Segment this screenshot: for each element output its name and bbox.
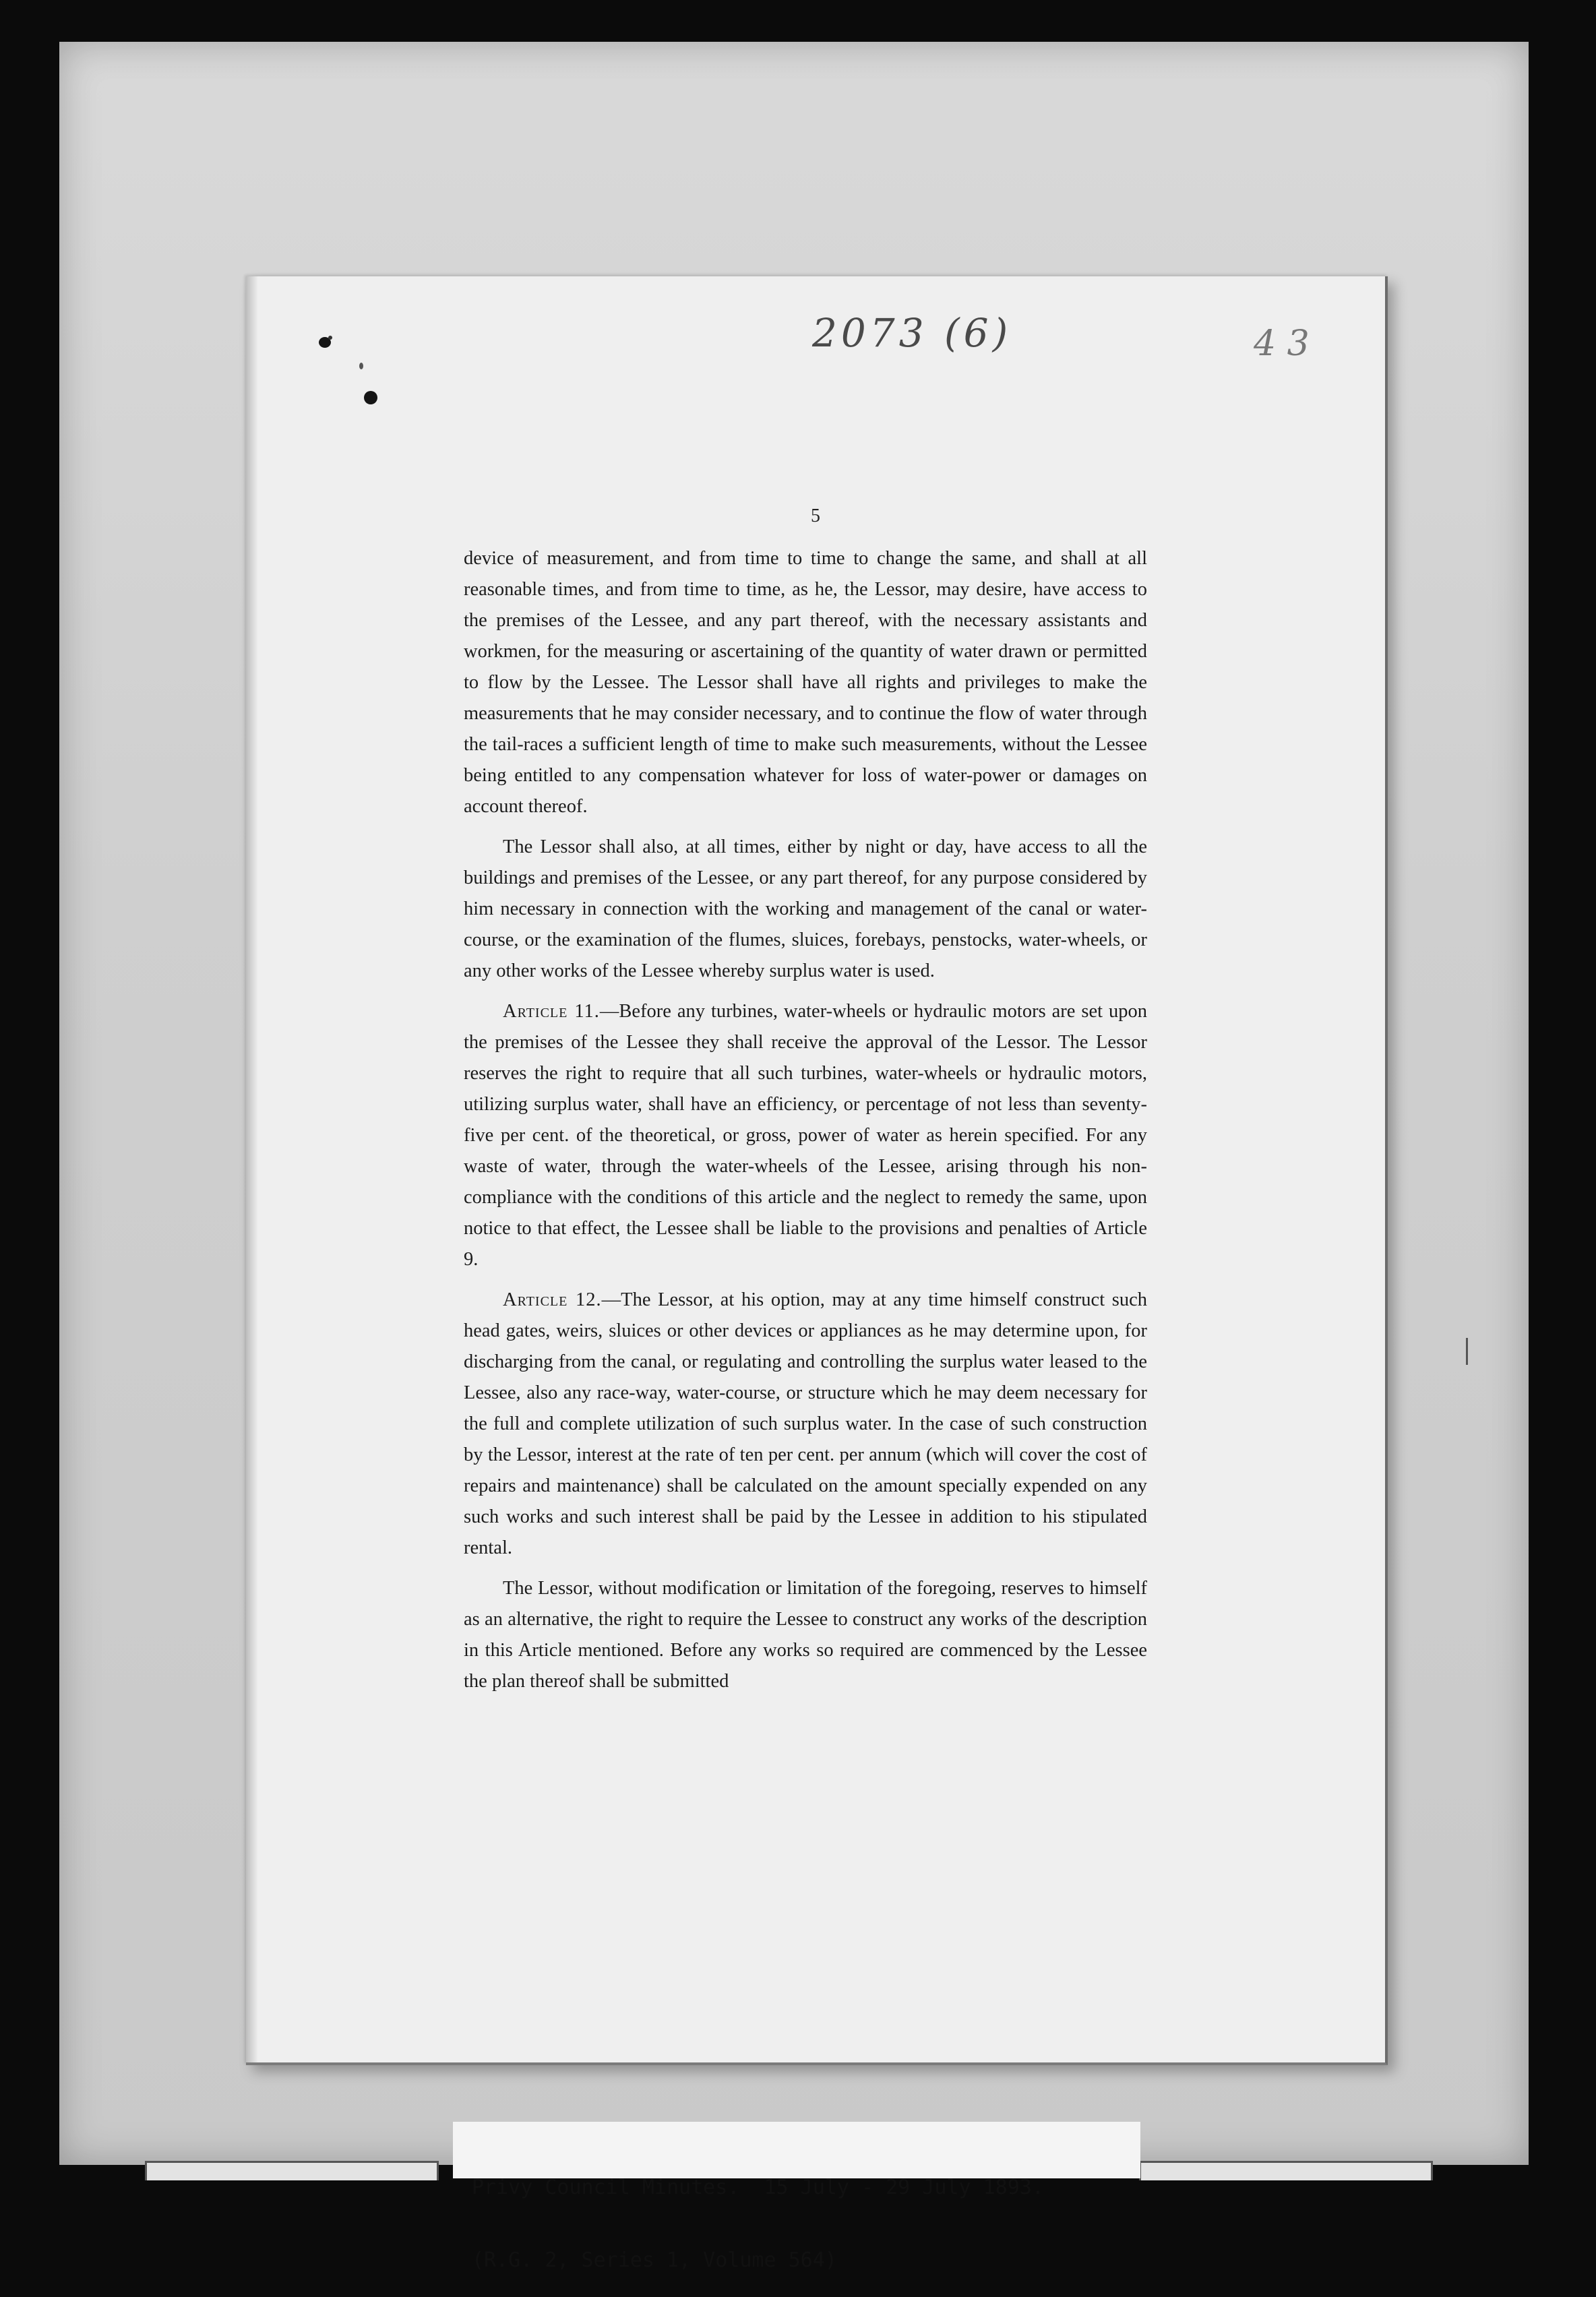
paragraph-alternative: The Lessor, without modification or limitation of the foregoing, reserves to himself as an alternative, the right to require the Lessee to construct any works of the description in this Article mentioned. Before any works so required are commenced by the Lessee the plan thereof shall be submitted [464, 1578, 1147, 1692]
punch-hole [364, 391, 377, 404]
punch-hole [359, 363, 363, 369]
handwritten-folio-number: 2073 (6) [812, 310, 1012, 356]
body-text [464, 543, 1147, 1707]
article-heading: Article 11. [503, 1001, 600, 1022]
frame-tab-left [145, 2161, 439, 2180]
page-number: 5 [811, 506, 820, 526]
caption-line: (R.G. 2, Series 1, Volume 564) [472, 2248, 837, 2272]
paragraph-article-11: Article 11.—Before any turbines, water-wheels or hydraulic motors are set upon the premises of the Lessee they shall receive the approval of the Lessor. The Lessor reserves the right to require that all such turbines, water-wheels or hydraulic motors, utilizing surplus water, shall have an efficiency, or percentage of not less than seventy-five per cent. of the theoretical, or gross, power of water as herein specified. For any waste of water, through the water-wheels of the Lessee, arising through his non-compliance with the conditions of this article and the neglect to remedy the same, upon notice to that effect, the Lessee shall be liable to the provisions and penalties of Article 9. [464, 1001, 1147, 1270]
punch-hole [328, 336, 332, 340]
paragraph-access: The Lessor shall also, at all times, either by night or day, have access to all the buildings and premises of the Lessee, or any part thereof, for any purpose considered by him necessary in connection with the working and management of the canal or water-course, or the examination of the flumes, sluices, forebays, penstocks, water-wheels, or any other works of the Lessee whereby surplus water is used. [464, 836, 1147, 981]
paragraph-continuation: device of measurement, and from time to time to change the same, and shall at all reasonable times, and from time to time, as he, the Lessor, may desire, have access to the premises of the Lessee, and any part thereof, with the necessary assistants and workmen, for the measuring or ascertaining of the quantity of water drawn or permitted to flow by the Lessee. The Lessor shall have all rights and privileges to make the measurements that he may consider necessary, and to continue the flow of water through the tail-races a sufficient length of time to make such measurements, without the Lessee being entitled to any compensation whatever for loss of water-power or damages on account thereof. [464, 548, 1147, 817]
frame-tab-right [1139, 2161, 1433, 2180]
edge-mark [1466, 1338, 1468, 1365]
handwritten-corner-mark: 4 3 [1254, 324, 1310, 364]
archive-caption [453, 2122, 1140, 2272]
document-page [246, 276, 1388, 2065]
caption-line: Privy Council Minutes. 15 July - 29 July 1893. [472, 2176, 1044, 2199]
paragraph-article-12: Article 12.—The Lessor, at his option, may at any time himself construct such head gates, weirs, sluices or other devices or appliances as he may determine upon, for discharging from the canal, or regulating and controlling the surplus water leased to the Lessee, also any race-way, water-course, or structure which he may deem necessary for the full and complete utilization of such surplus water. In the case of such construction by the Lessor, interest at the rate of ten per cent. per annum (which will cover the cost of repairs and maintenance) shall be calculated on the amount specially expended on any such works and such interest shall be paid by the Lessee in addition to his stipulated rental. [464, 1289, 1147, 1558]
article-heading: Article 12. [503, 1289, 602, 1310]
